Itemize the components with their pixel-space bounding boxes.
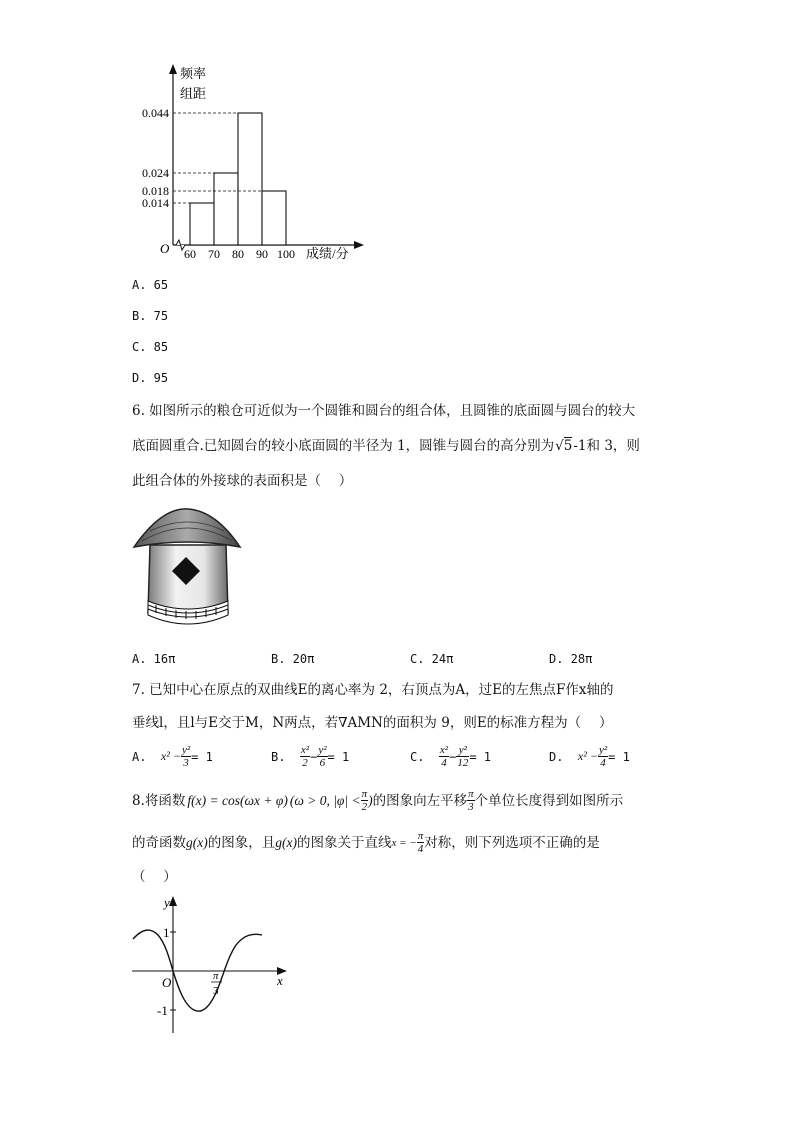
q7-line1: 7. 已知中心在原点的双曲线E的离心率为 2，右顶点为A，过E的左焦点F作x轴的	[132, 682, 614, 698]
q5-option-b: B. 75	[132, 309, 169, 323]
q8-shift-den: 3	[468, 801, 474, 813]
sqrt-arg: 5	[563, 438, 573, 454]
q7-b-minus: −	[310, 749, 318, 764]
y-tick-labels	[142, 106, 169, 210]
q8-line1-mid: 的图象向左平移	[372, 792, 468, 809]
q7-option-b	[271, 744, 349, 769]
q7-a-label: A.	[132, 749, 147, 764]
q7-c-minus: −	[449, 749, 457, 764]
q6-option-a: A. 16π	[132, 652, 176, 666]
q8-xeq: x = −	[391, 836, 417, 849]
graph-tick-x-den: 3	[213, 985, 219, 997]
q7-b-frac2	[317, 744, 327, 769]
q7-c-post: = 1	[469, 749, 492, 764]
histogram-bar	[190, 203, 214, 245]
q7-b-frac1	[300, 744, 310, 769]
q7-c-frac1	[439, 744, 449, 769]
q7-d-label: D.	[549, 749, 564, 764]
q8-func: f(x) = cos(ωx + φ)	[187, 792, 288, 808]
graph-tick-x-num: π	[213, 970, 219, 982]
q7-b-num2: y²	[318, 744, 327, 756]
q7-b-num1: x²	[300, 744, 310, 756]
q7-d-pre: x² −	[577, 749, 598, 763]
graph-tick-1: 1	[163, 925, 170, 940]
q8-cond-frac	[361, 788, 369, 813]
y-axis-arrow	[169, 64, 177, 74]
q7-a-pre: x² −	[160, 749, 181, 763]
q6-line2-pre: 底面圆重合.已知圆台的较小底面圆的半径为 1，圆锥与圆台的高分别为	[132, 438, 555, 454]
x-tick-label: 100	[277, 247, 295, 261]
graph-origin: O	[162, 975, 172, 990]
q8-shift-frac	[467, 788, 475, 813]
sqrt-sign: √	[555, 438, 564, 454]
graph-y-arrow	[169, 896, 177, 906]
q7-a-frac	[181, 744, 191, 769]
q8-gx-1: g(x)	[186, 834, 208, 850]
q8-line1	[132, 788, 623, 813]
q7-c-den1: 4	[441, 757, 447, 769]
q7-b-post: = 1	[327, 749, 350, 764]
q7-option-c	[410, 744, 491, 769]
q8-axis-frac	[417, 830, 425, 855]
q8-line2-pre: 的奇函数	[132, 834, 186, 851]
q8-line1-pre: 8.将函数	[132, 792, 186, 809]
q7-c-num2: y²	[456, 744, 469, 757]
y-title-bottom: 组距	[180, 86, 207, 101]
q8-line3: （ ）	[132, 869, 177, 885]
y-tick-label: 0.024	[142, 166, 169, 180]
graph-y-label: y	[164, 895, 170, 910]
q5-option-c: C. 85	[132, 340, 169, 354]
q7-d-post: = 1	[608, 749, 630, 764]
q8-line2-post: 对称，则下列选项不正确的是	[424, 834, 600, 851]
y-tick-label: 0.014	[142, 196, 169, 210]
x-axis-arrow	[354, 241, 364, 249]
q7-b-label: B.	[271, 749, 286, 764]
q7-c-den2: 12	[457, 757, 469, 769]
q7-line2: 垂线l，且l与E交于M，N两点，若∇AMN的面积为 9，则E的标准方程为（ ）	[132, 715, 613, 731]
y-tick-label: 0.044	[142, 106, 169, 120]
q7-b-den2: 6	[319, 757, 326, 769]
q7-option-a	[132, 744, 213, 769]
q7-c-frac2	[456, 744, 469, 769]
q8-cond-num: π	[361, 788, 368, 800]
q6-line3: 此组合体的外接球的表面积是（ ）	[132, 473, 353, 489]
graph-tick-m1: -1	[157, 1003, 168, 1018]
sqrt-expression	[555, 436, 572, 456]
q7-c-label: C.	[410, 749, 425, 764]
q8-line2	[132, 830, 600, 855]
q6-option-d: D. 28π	[549, 652, 593, 666]
q6-option-b: B. 20π	[271, 652, 315, 666]
x-tick-label: 80	[232, 247, 244, 261]
q8-cond-close: )	[368, 792, 373, 808]
x-tick-label: 60	[184, 247, 196, 261]
q6-line2-post: -1和 3，则	[573, 438, 640, 454]
q8-line1-post: 个单位长度得到如图所示	[474, 792, 624, 809]
graph-x-label: x	[277, 973, 283, 988]
q5-option-a: A. 65	[132, 278, 169, 292]
bars	[190, 113, 286, 245]
q7-a-post: = 1	[191, 749, 213, 764]
x-tick-label: 90	[256, 247, 268, 261]
q8-line2-mid2: 的图象关于直线	[296, 834, 392, 851]
y-title-top: 频率	[180, 66, 207, 81]
q5-option-d: D. 95	[132, 371, 169, 385]
q8-line2-mid: 的图象，且	[207, 834, 276, 851]
q6-line1: 6. 如图所示的粮仓可近似为一个圆锥和圆台的组合体，且圆锥的底面圆与圆台的较大	[132, 403, 636, 419]
function-graph	[128, 893, 293, 1038]
q7-a-den: 3	[183, 757, 189, 769]
histogram-bar	[238, 113, 262, 245]
q8-axis-den: 4	[417, 843, 424, 855]
histogram-figure	[120, 60, 370, 270]
x-tick-labels	[184, 247, 295, 261]
q7-b-den1: 2	[302, 757, 308, 769]
origin-label: O	[160, 241, 170, 256]
q8-axis-num: π	[417, 830, 424, 842]
histogram-bar	[262, 191, 286, 245]
q7-d-den: 4	[600, 757, 606, 769]
q7-option-d	[549, 744, 630, 769]
granary-image	[132, 505, 244, 635]
q8-cond: (ω > 0, |φ| <	[289, 792, 361, 808]
q7-d-num: y²	[598, 744, 608, 756]
q6-option-c: C. 24π	[410, 652, 454, 666]
q7-d-frac	[598, 744, 608, 769]
q8-gx-2: g(x)	[275, 834, 297, 850]
y-tick-label: 0.018	[142, 184, 169, 198]
q7-a-num: y²	[181, 744, 191, 756]
x-tick-label: 70	[208, 247, 220, 261]
q8-cond-den: 2	[361, 801, 368, 813]
q8-shift-num: π	[468, 788, 474, 800]
q6-line2	[132, 436, 640, 456]
x-axis-label: 成绩/分	[306, 246, 349, 261]
histogram-bar	[214, 173, 238, 245]
q7-c-num1: x²	[439, 744, 449, 756]
